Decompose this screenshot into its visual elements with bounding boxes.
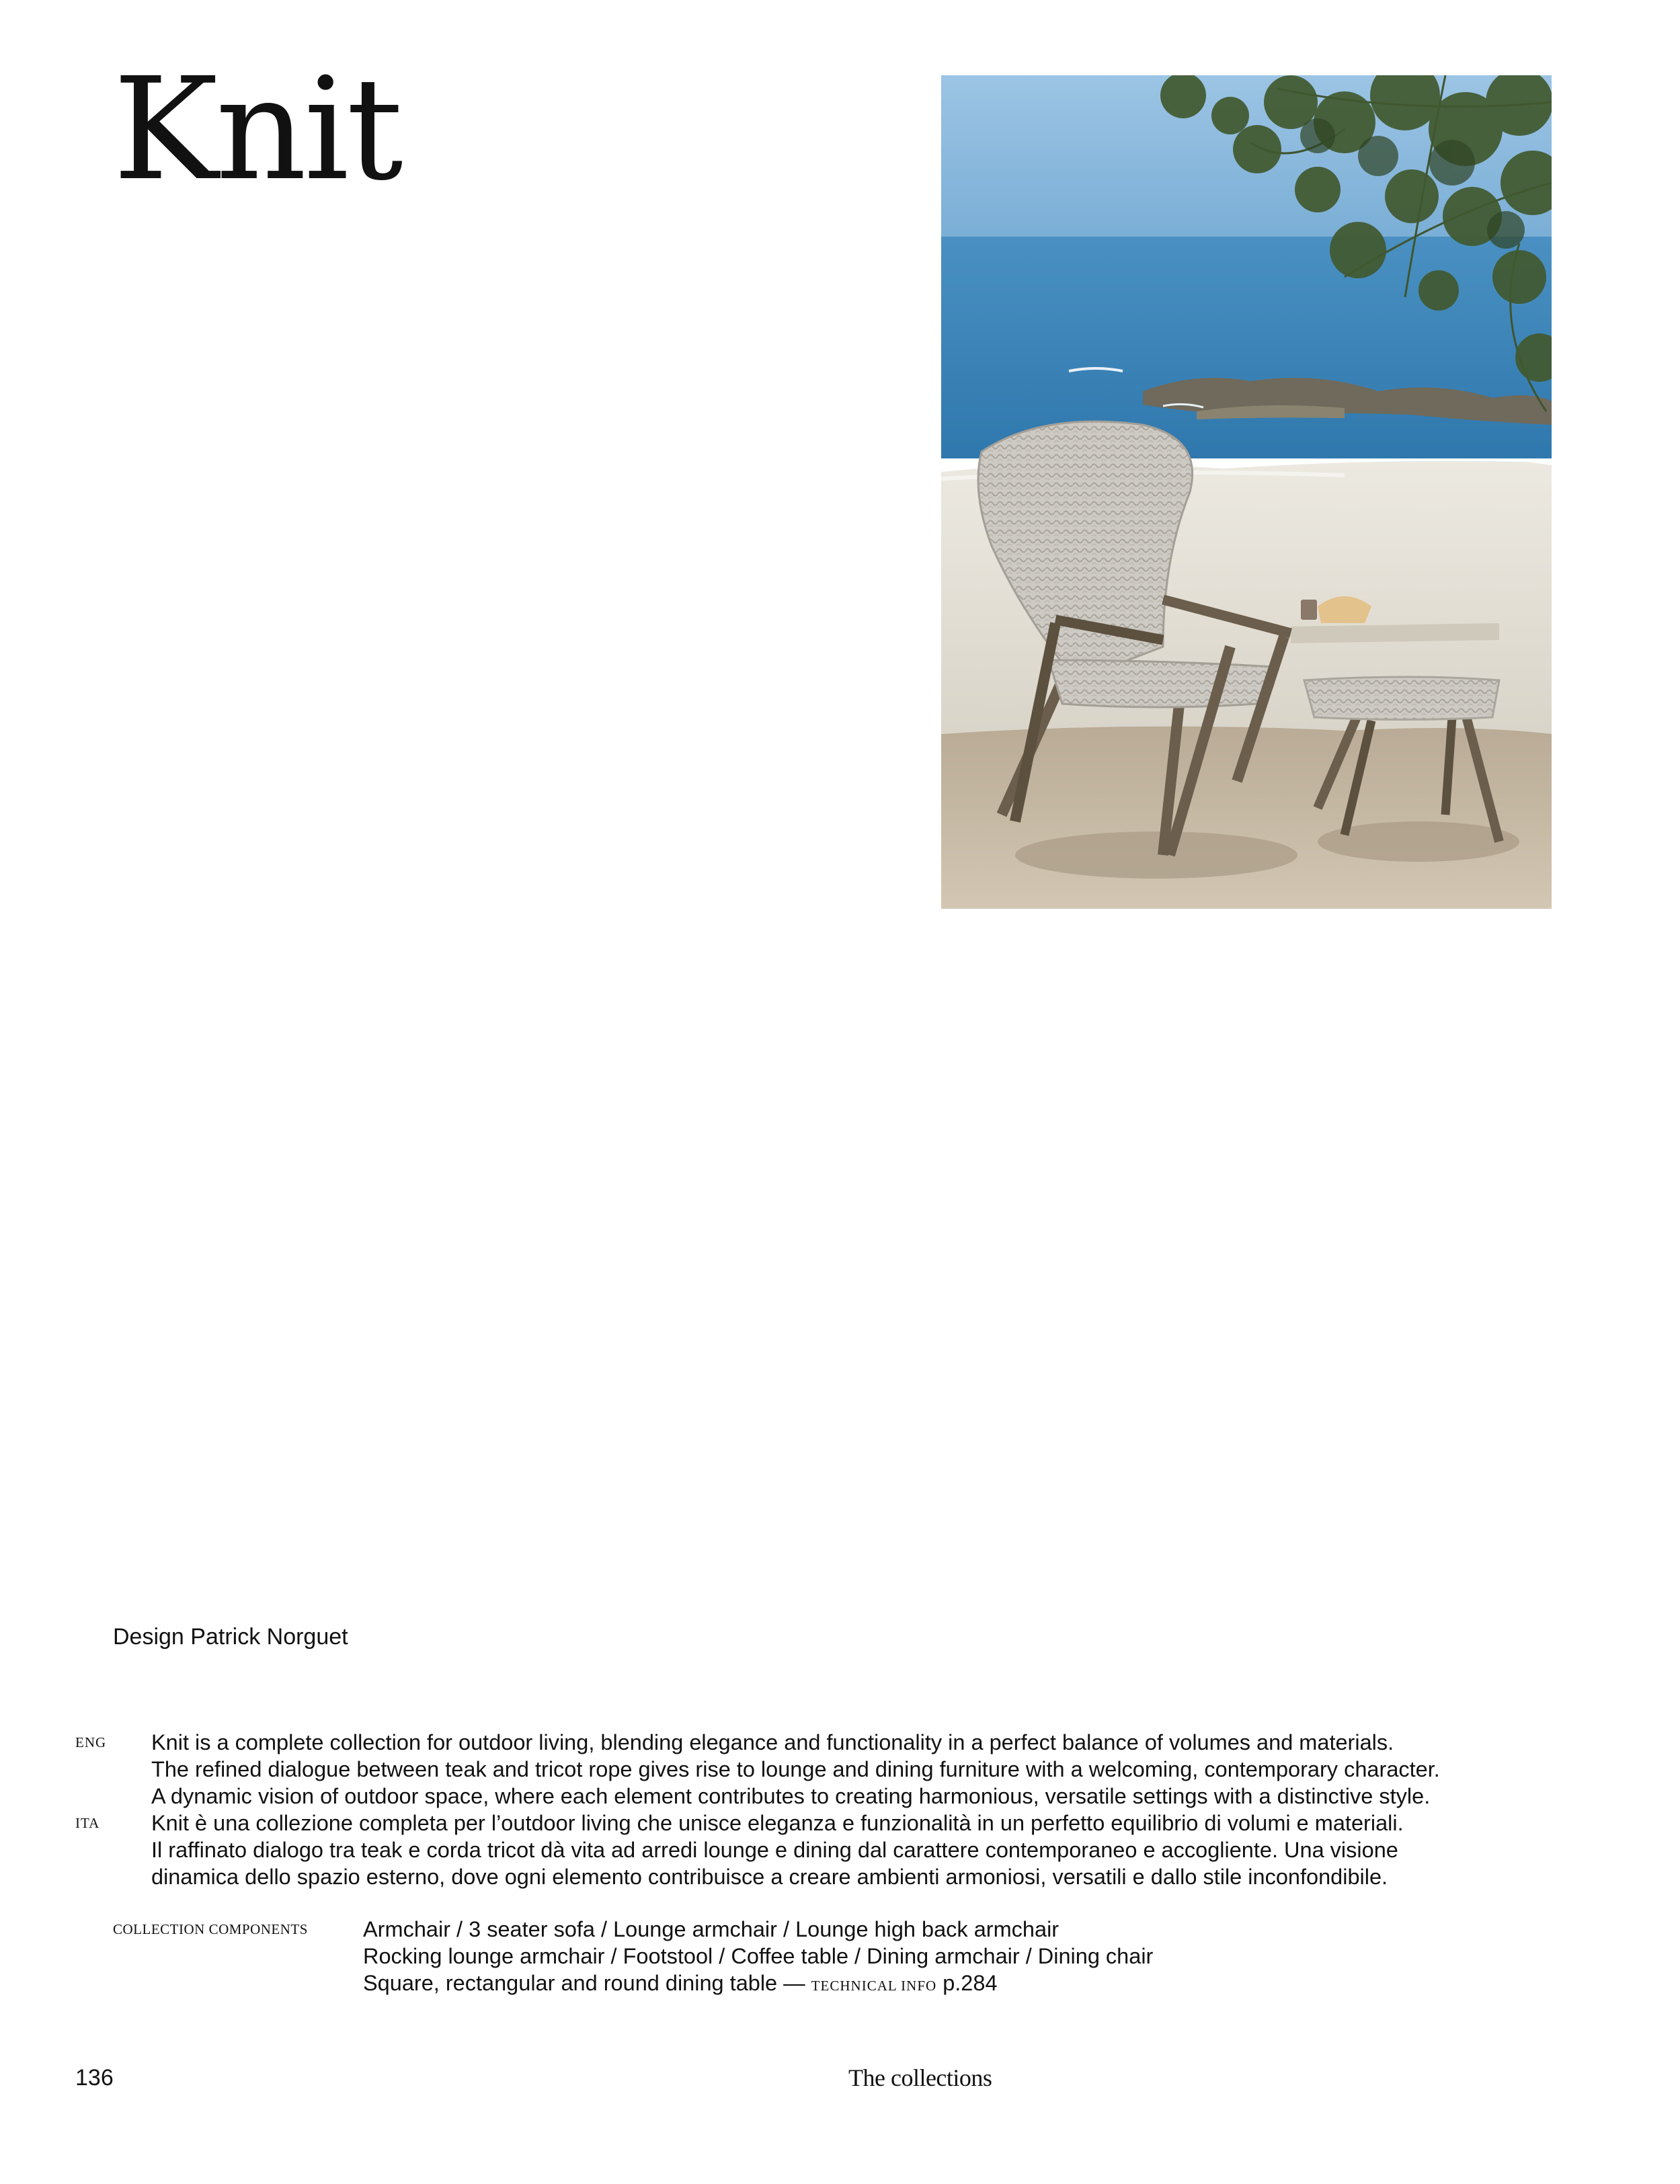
- technical-info-page: p.284: [936, 1971, 998, 1995]
- components-list: [363, 1916, 1153, 1999]
- eng-line: The refined dialogue between teak and tricot rope gives rise to lounge and dining furniture with a welcoming, contemporary character.: [151, 1757, 1440, 1781]
- product-photo: [941, 75, 1552, 909]
- designer-credit: Design Patrick Norguet: [113, 1624, 348, 1650]
- lang-label-ita: ITA: [75, 1815, 100, 1831]
- technical-info-label: TECHNICAL INFO: [811, 1978, 937, 1994]
- ita-line: Il raffinato dialogo tra teak e corda tricot dà vita ad arredi lounge e dining dal carattere contemporaneo e accogliente. Una visione: [151, 1838, 1398, 1862]
- components-line-text: Square, rectangular and round dining table —: [363, 1971, 811, 1995]
- lang-label-eng: ENG: [75, 1734, 107, 1750]
- page-number: 136: [75, 2065, 114, 2091]
- components-label: COLLECTION COMPONENTS: [113, 1921, 308, 1937]
- ita-line: Knit è una collezione completa per l’outdoor living che unisce eleganza e funzionalità in un perfetto equilibrio di volumi e materiali.: [151, 1811, 1404, 1835]
- ita-line: dinamica dello spazio esterno, dove ogni elemento contribuisce a creare ambienti armoniosi, versatili e dallo stile inconfondibile.: [151, 1865, 1388, 1889]
- components-line: Rocking lounge armchair / Footstool / Coffee table / Dining armchair / Dining chair: [363, 1944, 1154, 1968]
- page-title: Knit: [113, 47, 401, 212]
- section-title: The collections: [848, 2064, 992, 2091]
- eng-line: Knit is a complete collection for outdoor living, blending elegance and functionality in a perfect balance of volumes and materials.: [151, 1730, 1394, 1754]
- eng-line: A dynamic vision of outdoor space, where each element contributes to creating harmonious, versatile settings with a distinctive style.: [151, 1784, 1431, 1808]
- components-line: [363, 1970, 1153, 1999]
- components-line: Armchair / 3 seater sofa / Lounge armchair / Lounge high back armchair: [363, 1917, 1059, 1941]
- description-text: [151, 1729, 1597, 1890]
